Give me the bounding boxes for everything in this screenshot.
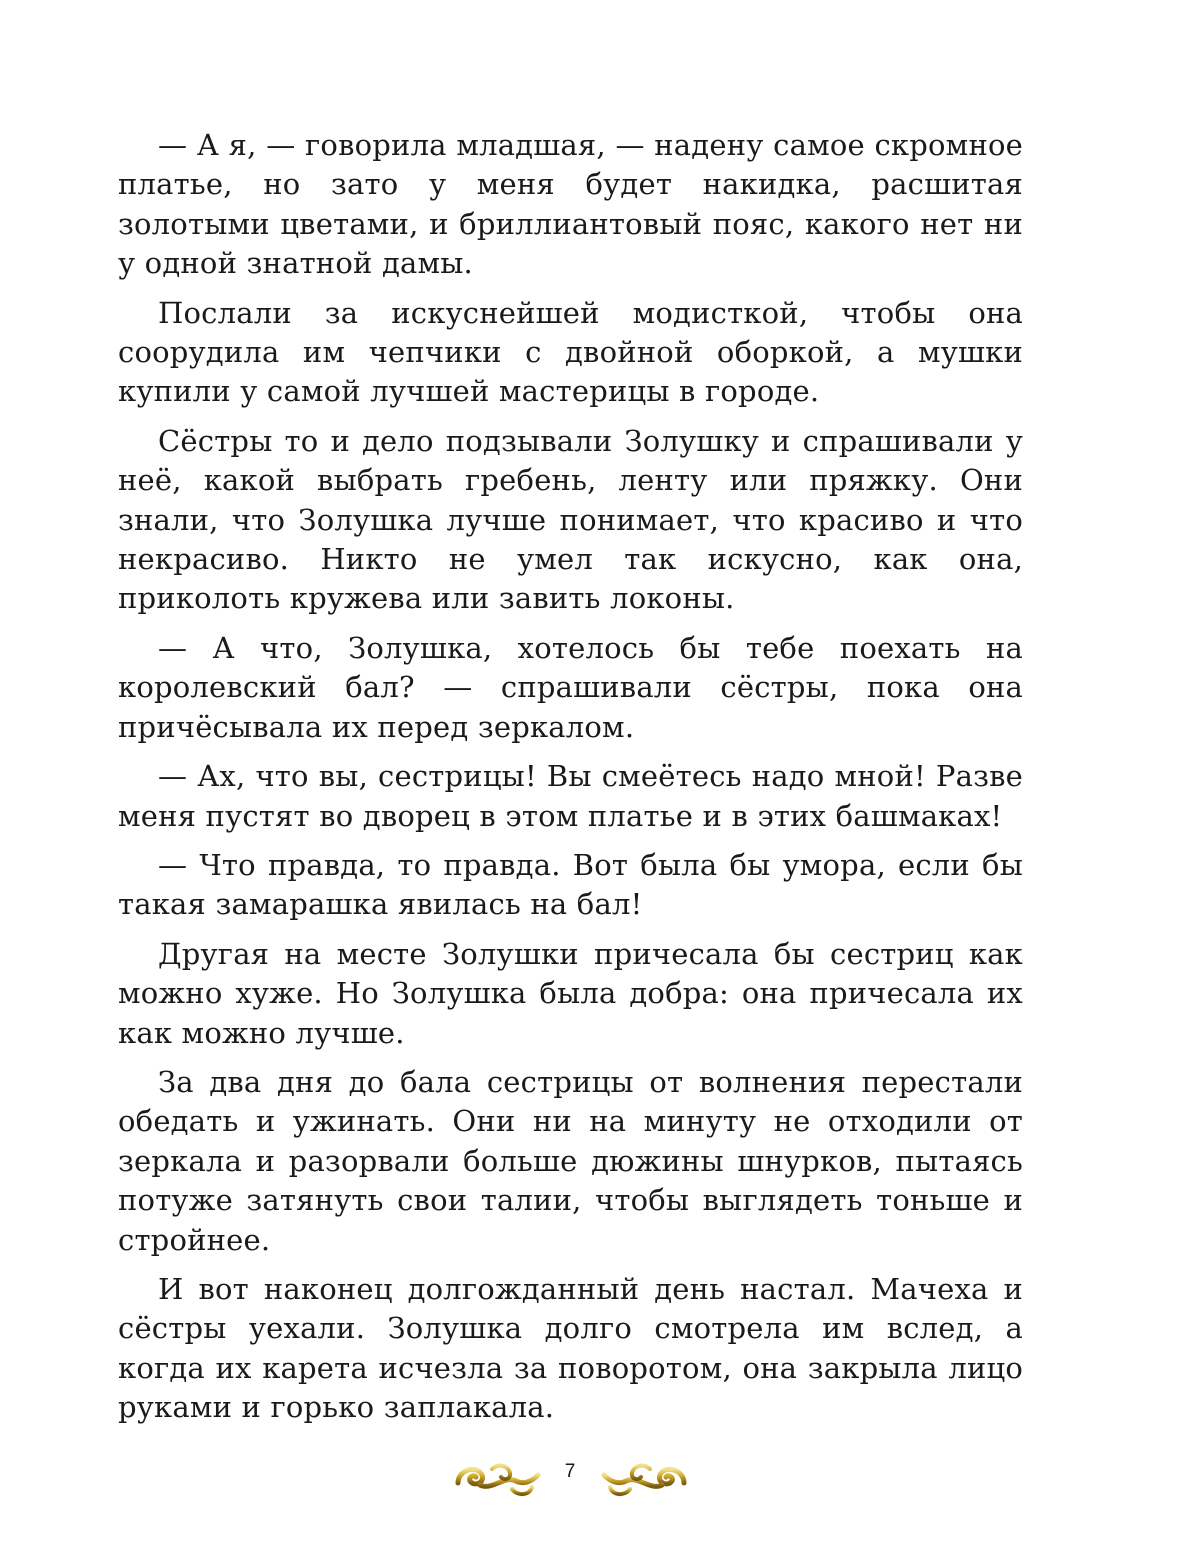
paragraph: Другая на месте Золушки причесала бы сестриц как можно хуже. Но Золушка была добра: она причесала их как можно лучше. <box>118 936 1023 1050</box>
paragraph: За два дня до бала сестрицы от волнения перестали обедать и ужинать. Они ни на минуту не отходили от зеркала и разорвали больше дюжины шнурков, пытаясь потуже затянуть свои талии, чтобы выглядеть тоньше и стройнее. <box>118 1064 1023 1257</box>
gold-scroll-ornament-icon <box>598 1455 690 1503</box>
paragraph: — Ах, что вы, сестрицы! Вы смеётесь надо мной! Разве меня пустят во дворец в этом платье и в этих башмаках! <box>118 759 1023 833</box>
paragraph: Послали за искуснейшей модисткой, чтобы она соорудила им чепчики с двойной оборкой, а мушки купили у самой лучшей мастерицы в городе. <box>118 295 1023 409</box>
paragraph: — Что правда, то правда. Вот была бы умора, если бы такая замарашка явилась на бал! <box>118 847 1023 922</box>
paragraph: И вот наконец долгожданный день настал. Мачеха и сёстры уехали. Золушка долго смотрела им вслед, а когда их карета исчезла за поворотом, она закрыла лицо руками и горько заплакала. <box>118 1271 1023 1425</box>
gold-scroll-ornament-icon <box>452 1455 544 1503</box>
page-number: 7 <box>564 1461 576 1482</box>
page-footer <box>0 1455 1193 1503</box>
paragraph: — А что, Золушка, хотелось бы тебе поехать на королевский бал? — спрашивали сёстры, пока она причёсывала их перед зеркалом. <box>118 630 1023 744</box>
story-text <box>118 126 1023 1438</box>
paragraph: — А я, — говорила младшая, — надену самое скромное платье, но зато у меня будет накидка, расшитая золотыми цветами, и бриллиантовый пояс, какого нет ни у одной знатной дамы. <box>118 128 1023 281</box>
paragraph: Сёстры то и дело подзывали Золушку и спрашивали у неё, какой выбрать гребень, ленту или пряжку. Они знали, что Золушка лучше понимает, что красиво и что некрасиво. Никто не умел так искусно, как она, приколоть кружева или завить локоны. <box>118 423 1023 616</box>
